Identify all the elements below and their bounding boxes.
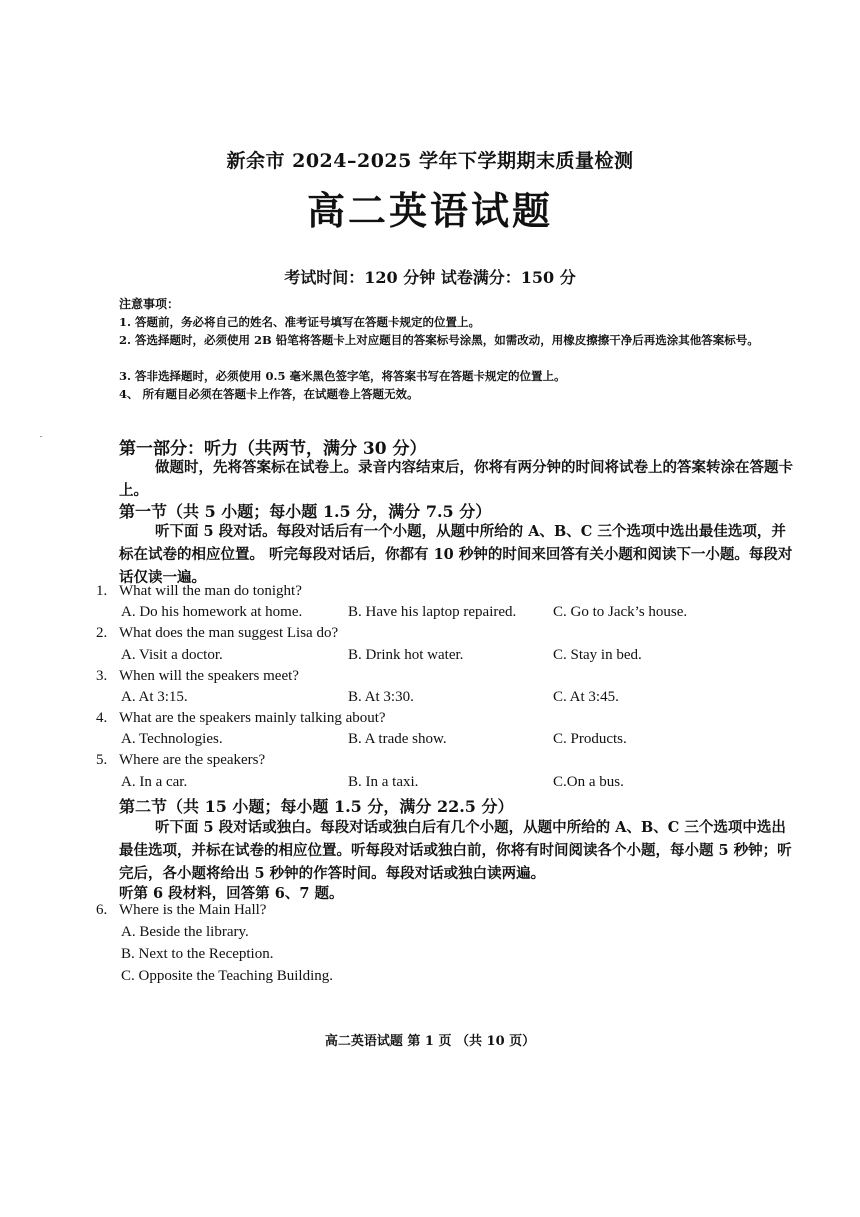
question-2 <box>96 625 338 642</box>
option-a: A. Technologies. <box>121 731 223 747</box>
question-5 <box>96 752 265 769</box>
part1-intro: 做题时，先将答案标在试卷上。录音内容结束后，你将有两分钟的时间将试卷上的答案转涂在答题卡上。 <box>119 459 793 499</box>
option-b: B. Next to the Reception. <box>121 946 274 962</box>
option-a: A. Visit a doctor. <box>121 647 223 663</box>
notice-item: 1. 答题前，务必将自己的姓名、准考证号填写在答题卡规定的位置上。 <box>119 315 481 329</box>
question-text: Where is the Main Hall? <box>119 902 267 918</box>
question-text: Where are the speakers? <box>119 752 266 768</box>
section2-intro: 听下面 5 段对话或独白。每段对话或独白后有几个小题，从题中所给的 A、B、C 三个选项中选出最佳选项，并标在试卷的相应位置。听每段对话或独白前，你将有时间阅读各个小题，每小题 5 秒钟；听完后，各小题将给出 5 秒钟的作答时间。每段对话或独白读两遍。 <box>119 819 792 882</box>
question-3 <box>96 668 299 685</box>
question-number: 3. <box>96 668 108 684</box>
question-number: 4. <box>96 710 108 726</box>
notice-item: 3. 答非选择题时，必须使用 0.5 毫米黑色签字笔，将答案书写在答题卡规定的位置上。 <box>119 369 566 383</box>
option-c: C. At 3:45. <box>553 689 619 705</box>
option-a: A. At 3:15. <box>121 689 188 705</box>
option-b: B. Have his laptop repaired. <box>348 604 517 620</box>
exam-title: 高二英语试题 <box>306 188 553 233</box>
option-a: A. Beside the library. <box>121 924 249 940</box>
material-note: 听第 6 段材料，回答第 6、7 题。 <box>119 885 344 902</box>
question-number: 6. <box>96 902 108 918</box>
question-number: 5. <box>96 752 108 768</box>
exam-info: 考试时间：120 分钟 试卷满分：150 分 <box>284 268 576 287</box>
option-c: C. Opposite the Teaching Building. <box>121 968 333 984</box>
option-c: C. Go to Jack’s house. <box>553 604 688 620</box>
question-text: What will the man do tonight? <box>119 583 302 599</box>
option-a: A. In a car. <box>121 774 188 790</box>
section2-title: 第二节（共 15 小题；每小题 1.5 分，满分 22.5 分） <box>119 797 514 816</box>
option-c: C. Products. <box>553 731 627 747</box>
option-b: B. A trade show. <box>348 731 447 747</box>
question-number: 2. <box>96 625 108 641</box>
question-1 <box>96 583 302 600</box>
option-b: B. Drink hot water. <box>348 647 464 663</box>
question-6 <box>96 902 266 919</box>
notice-item: 4、 所有题目必须在答题卡上作答，在试题卷上答题无效。 <box>119 387 419 401</box>
question-text: What are the speakers mainly talking about? <box>119 710 386 726</box>
question-text: What does the man suggest Lisa do? <box>119 625 339 641</box>
option-b: B. At 3:30. <box>348 689 414 705</box>
section1-title: 第一节（共 5 小题；每小题 1.5 分，满分 7.5 分） <box>119 502 492 521</box>
option-c: C.On a bus. <box>553 774 624 790</box>
question-text: When will the speakers meet? <box>119 668 299 684</box>
part1-title: 第一部分：听力（共两节，满分 30 分） <box>119 439 427 459</box>
section1-intro: 听下面 5 段对话。每段对话后有一个小题，从题中所给的 A、B、C 三个选项中选出最佳选项，并标在试卷的相应位置。 听完每段对话后，你都有 10 秒钟的时间来回答有关小题和阅读下一小题。每段对话仅读一遍。 <box>119 523 793 586</box>
option-a: A. Do his homework at home. <box>121 604 303 620</box>
page-footer: 高二英语试题 第 1 页 （共 10 页） <box>324 1034 536 1049</box>
notice-title: 注意事项： <box>119 297 180 311</box>
question-number: 1. <box>96 583 108 599</box>
question-4 <box>96 710 386 727</box>
option-c: C. Stay in bed. <box>553 647 642 663</box>
option-b: B. In a taxi. <box>348 774 419 790</box>
scan-mark <box>40 436 42 437</box>
exam-subtitle: 新余市 2024–2025 学年下学期期末质量检测 <box>226 150 634 172</box>
notice-item: 2. 答选择题时，必须使用 2B 铅笔将答题卡上对应题目的答案标号涂黑，如需改动，用橡皮擦擦干净后再选涂其他答案标号。 <box>119 333 759 347</box>
